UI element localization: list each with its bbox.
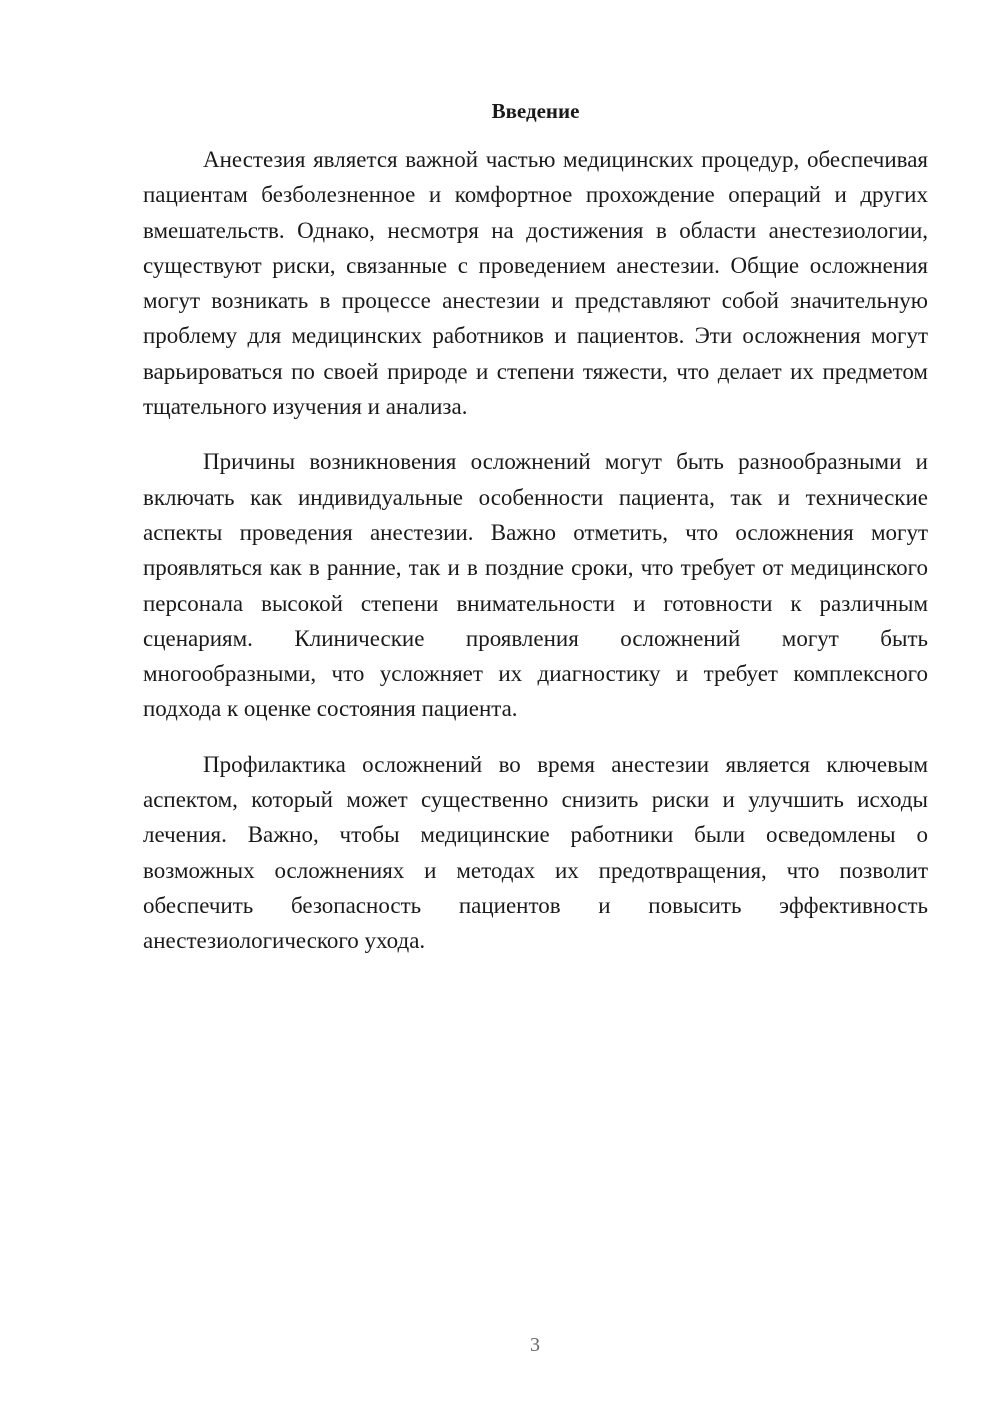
paragraph-causes: Причины возникновения осложнений могут быть разнообразными и включать как индивидуальные особенности пациента, так и технические аспекты проведения анестезии. Важно отметить, что осложнения могут проявляться как в ранние, так и в поздние сроки, что требует от медицинского персонала высокой степени внимательности и готовности к различным сценариям. Клинические проявления осложнений могут быть многообразными, что усложняет их диагностику и требует комплексного подхода к оценке состояния пациента.: [143, 449, 928, 722]
paragraph-prevention: Профилактика осложнений во время анестезии является ключевым аспектом, который может существенно снизить риски и улучшить исходы лечения. Важно, чтобы медицинские работники были осведомлены о возможных осложнениях и методах их предотвращения, что позволит обеспечить безопасность пациентов и повысить эффективность анестезиологического ухода.: [143, 751, 928, 954]
paragraph-intro: Анестезия является важной частью медицинских процедур, обеспечивая пациентам безболезненное и комфортное прохождение операций и других вмешательств. Однако, несмотря на достижения в области анестезиологии, существуют риски, связанные с проведением анестезии. Общие осложнения могут возникать в процессе анестезии и представляют собой значительную проблему для медицинских работников и пациентов. Эти осложнения могут варьироваться по своей природе и степени тяжести, что делает их предметом тщательного изучения и анализа.: [143, 147, 928, 420]
section-heading: Введение: [491, 99, 580, 123]
page-number: 3: [530, 1334, 540, 1356]
body-text: [143, 142, 928, 979]
